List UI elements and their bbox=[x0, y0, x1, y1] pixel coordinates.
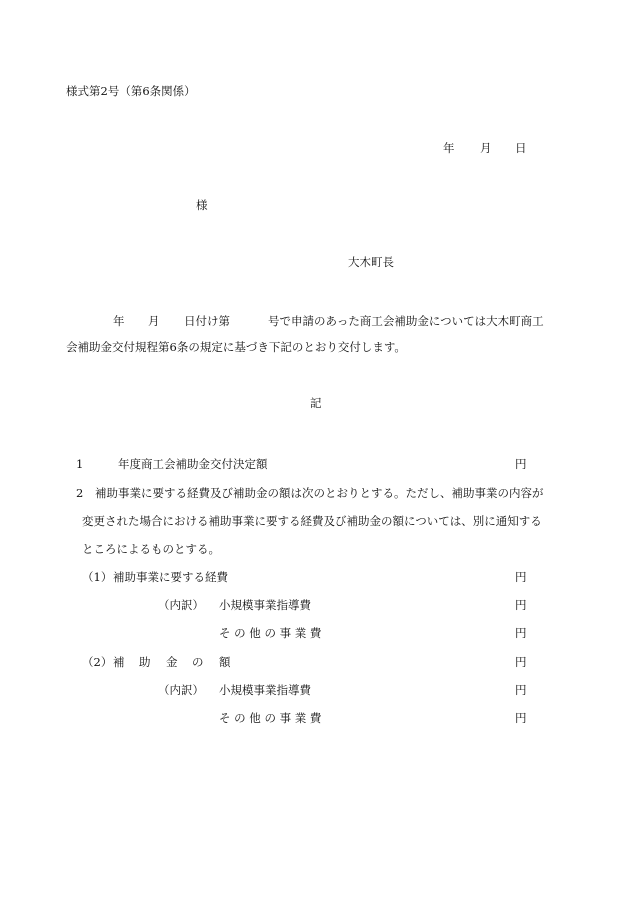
sub1-row2-unit: 円 bbox=[515, 626, 527, 640]
body-number-suffix: 号で申請のあった商工会補助金については大木町商工 bbox=[268, 314, 544, 328]
sub2-number: （2） bbox=[82, 655, 113, 669]
body-day-number: 日付け第 bbox=[184, 314, 230, 328]
sub2-unit: 円 bbox=[515, 655, 527, 669]
sub2-label-char-1: 補 bbox=[113, 655, 125, 669]
sub2-breakdown-label: （内訳） bbox=[158, 683, 204, 697]
sub2-row1-unit: 円 bbox=[515, 683, 527, 697]
sub1-unit: 円 bbox=[515, 570, 527, 584]
item2-line3: ところによるものとする。 bbox=[82, 542, 220, 556]
item1-number: 1 bbox=[76, 457, 84, 471]
sub1-breakdown-label: （内訳） bbox=[158, 598, 204, 612]
date-day: 日 bbox=[515, 141, 527, 155]
sub2-label-char-5: 額 bbox=[219, 655, 231, 669]
sub1-row1-unit: 円 bbox=[515, 598, 527, 612]
date-month: 月 bbox=[480, 141, 492, 155]
date-year: 年 bbox=[443, 141, 455, 155]
ki-heading: 記 bbox=[310, 396, 322, 410]
sub1-row1-label: 小規模事業指導費 bbox=[219, 598, 311, 612]
body-line2: 会補助金交付規程第6条の規定に基づき下記のとおり交付します。 bbox=[66, 340, 406, 354]
body-year: 年 bbox=[113, 314, 125, 328]
sub1-label: 補助事業に要する経費 bbox=[113, 570, 228, 584]
body-month: 月 bbox=[148, 314, 160, 328]
form-heading: 様式第2号（第6条関係） bbox=[66, 84, 196, 98]
item2-number: 2 bbox=[76, 486, 84, 500]
sub1-row2-label: そ の 他 の 事 業 費 bbox=[219, 626, 322, 640]
item1-label: 年度商工会補助金交付決定額 bbox=[118, 457, 268, 471]
item1-unit: 円 bbox=[515, 457, 527, 471]
sub2-label-char-2: 助 bbox=[139, 655, 151, 669]
sub2-label-char-3: 金 bbox=[166, 655, 178, 669]
sub2-row2-unit: 円 bbox=[515, 711, 527, 725]
item2-line1: 補助事業に要する経費及び補助金の額は次のとおりとする。ただし、補助事業の内容が bbox=[95, 486, 544, 500]
sub2-row1-label: 小規模事業指導費 bbox=[219, 683, 311, 697]
sub2-label-char-4: の bbox=[192, 655, 204, 669]
sub1-number: （1） bbox=[82, 570, 113, 584]
item2-line2: 変更された場合における補助事業に要する経費及び補助金の額については、別に通知する bbox=[82, 514, 542, 528]
issuer: 大木町長 bbox=[348, 255, 394, 269]
sub2-row2-label: そ の 他 の 事 業 費 bbox=[219, 711, 322, 725]
addressee-honorific: 様 bbox=[196, 198, 208, 212]
